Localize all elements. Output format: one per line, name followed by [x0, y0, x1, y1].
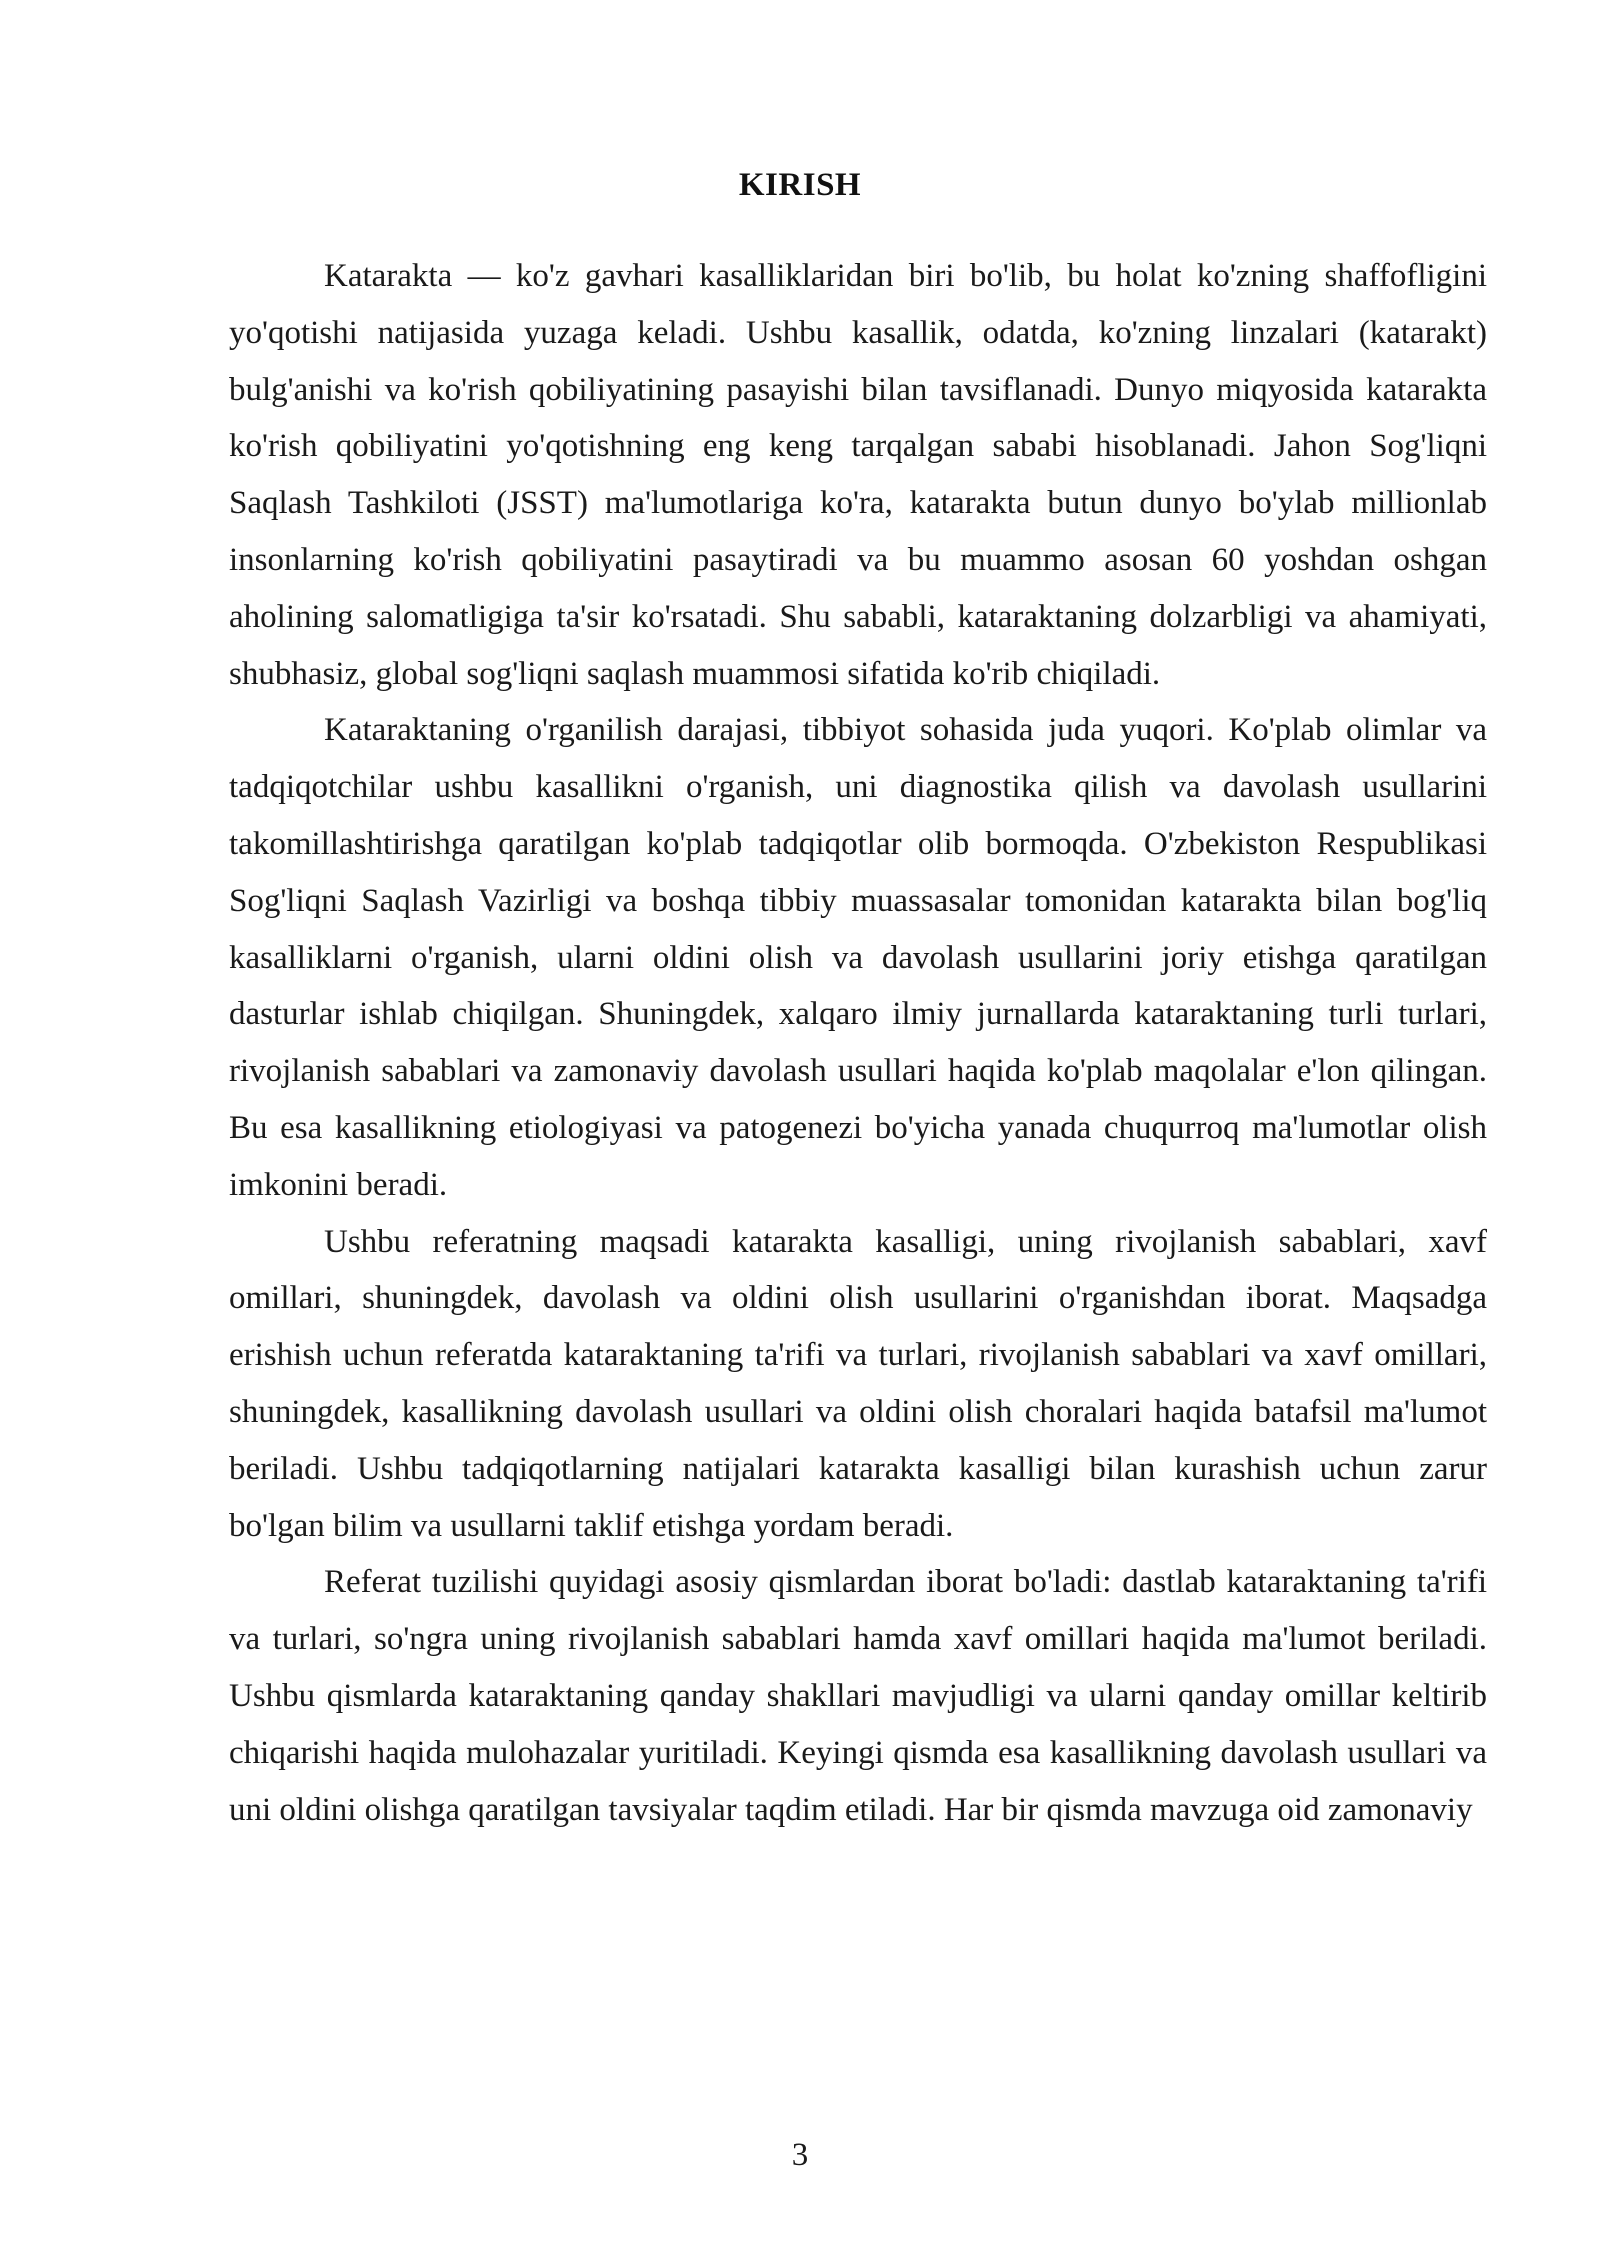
paragraph-2: Kataraktaning o'rganilish darajasi, tibbiyot sohasida juda yuqori. Ko'plab olimlar va tadqiqotchilar ushbu kasallikni o'rganish, uni diagnostika qilish va davolash usullarini takomillashtirishga qaratilgan ko'plab tadqiqotlar olib bormoqda. O'zbekiston Respublikasi Sog'liqni Saqlash Vazirligi va boshqa tibbiy muassasalar tomonidan katarakta bilan bog'liq kasalliklarni o'rganish, ularni oldini olish va davolash usullarini joriy etishga qaratilgan dasturlar ishlab chiqilgan. Shuningdek, xalqaro ilmiy jurnallarda kataraktaning turli turlari, rivojlanish sabablari va zamonaviy davolash usullari haqida ko'plab maqolalar e'lon qilingan. Bu esa kasallikning etiologiyasi va patogenezi bo'yicha yanada chuqurroq ma'lumotlar olish imkonini beradi. [229, 712, 1487, 1203]
paragraph-3: Ushbu referatning maqsadi katarakta kasalligi, uning rivojlanish sabablari, xavf omillari, shuningdek, davolash va oldini olish usullarini o'rganishdan iborat. Maqsadga erishish uchun referatda kataraktaning ta'rifi va turlari, rivojlanish sabablari va xavf omillari, shuningdek, kasallikning davolash usullari va oldini olish choralari haqida batafsil ma'lumot beriladi. Ushbu tadqiqotlarning natijalari katarakta kasalligi bilan kurashish uchun zarur bo'lgan bilim va usullarni taklif etishga yordam beradi. [229, 1223, 1487, 1544]
body-text [229, 248, 1487, 1838]
page-title: KIRISH [738, 167, 862, 203]
paragraph-4: Referat tuzilishi quyidagi asosiy qismlardan iborat bo'ladi: dastlab kataraktaning ta'rifi va turlari, so'ngra uning rivojlanish sabablari hamda xavf omillari haqida ma'lumot beriladi. Ushbu qismlarda kataraktaning qanday shakllari mavjudligi va ularni qanday omillar keltirib chiqarishi haqida mulohazalar yuritiladi. Keyingi qismda esa kasallikning davolash usullari va uni oldini olishga qaratilgan tavsiyalar taqdim etiladi. Har bir qismda mavzuga oid zamonaviy [229, 1564, 1487, 1828]
page-number: 3 [791, 2137, 809, 2173]
paragraph-1: Katarakta — ko'z gavhari kasalliklaridan biri bo'lib, bu holat ko'zning shaffofligini yo'qotishi natijasida yuzaga keladi. Ushbu kasallik, odatda, ko'zning linzalari (katarakt) bulg'anishi va ko'rish qobiliyatining pasayishi bilan tavsiflanadi. Dunyo miqyosida katarakta ko'rish qobiliyatini yo'qotishning eng keng tarqalgan sababi hisoblanadi. Jahon Sog'liqni Saqlash Tashkiloti (JSST) ma'lumotlariga ko'ra, katarakta butun dunyo bo'ylab millionlab insonlarning ko'rish qobiliyatini pasaytiradi va bu muammo asosan 60 yoshdan oshgan aholining salomatligiga ta'sir ko'rsatadi. Shu sababli, kataraktaning dolzarbligi va ahamiyati, shubhasiz, global sog'liqni saqlash muammosi sifatida ko'rib chiqiladi. [229, 258, 1487, 692]
